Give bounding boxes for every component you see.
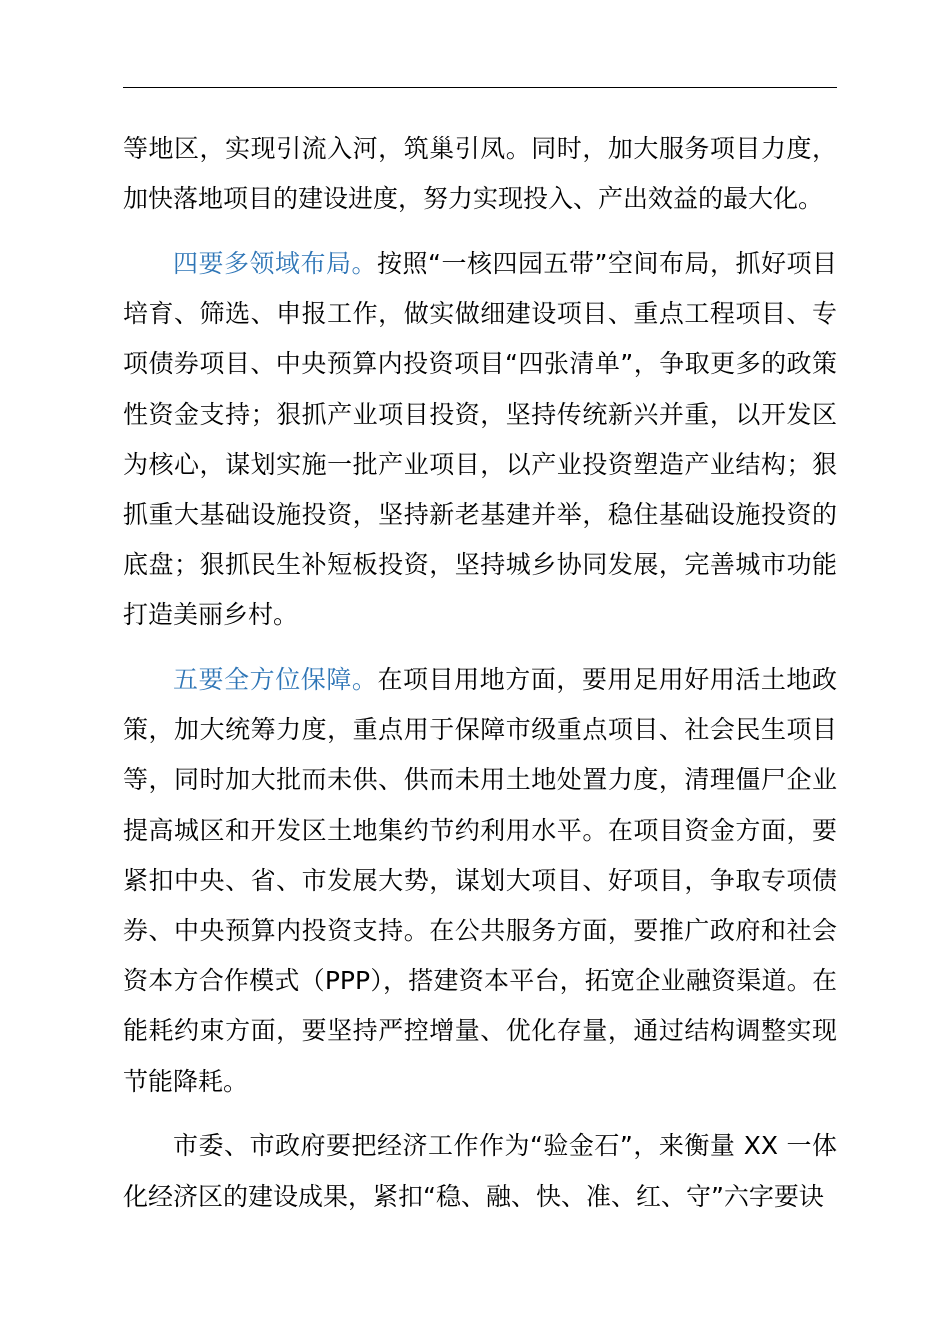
paragraph-closing [123,1121,837,1221]
paragraph-section-four [123,239,837,641]
paragraph-section-five [123,655,837,1107]
paragraph-text: 在项目用地方面，要用足用好用活土地政策，加大统筹力度，重点用于保障市级重点项目、社会民生项目等，同时加大批而未供、供而未用土地处置力度，清理僵尸企业提高城区和开发区土地集约节约利用水平。在项目资金方面，要紧扣中央、省、市发展大势，谋划大项目、好项目，争取专项债券、中央预算内投资支持。在公共服务方面，要推广政府和社会资本方合作模式（PPP），搭建资本平台，拓宽企业融资渠道。在能耗约束方面，要坚持严控增量、优化存量，通过结构调整实现节能降耗。 [123,665,837,1096]
paragraph-text: 等地区，实现引流入河，筑巢引凤。同时，加大服务项目力度，加快落地项目的建设进度，努力实现投入、产出效益的最大化。 [123,134,837,214]
section-heading-five: 五要全方位保障。 [173,665,378,695]
header-rule [123,87,837,88]
paragraph-text: 按照“一核四园五带”空间布局，抓好项目培育、筛选、申报工作，做实做细建设项目、重点工程项目、专项债券项目、中央预算内投资项目“四张清单”，争取更多的政策性资金支持；狠抓产业项目投资，坚持传统新兴并重，以开发区为核心，谋划实施一批产业项目，以产业投资塑造产业结构；狠抓重大基础设施投资，坚持新老基建并举，稳住基础设施投资的底盘；狠抓民生补短板投资，坚持城乡协同发展，完善城市功能打造美丽乡村。 [123,248,837,630]
paragraph-continuation [123,124,837,224]
document-body [123,124,837,1222]
paragraph-text: 市委、市政府要把经济工作作为“验金石”，来衡量 XX 一体化经济区的建设成果，紧扣“稳、融、快、准、红、守”六字要诀 [123,1131,837,1211]
section-heading-four: 四要多领域布局。 [173,248,378,278]
